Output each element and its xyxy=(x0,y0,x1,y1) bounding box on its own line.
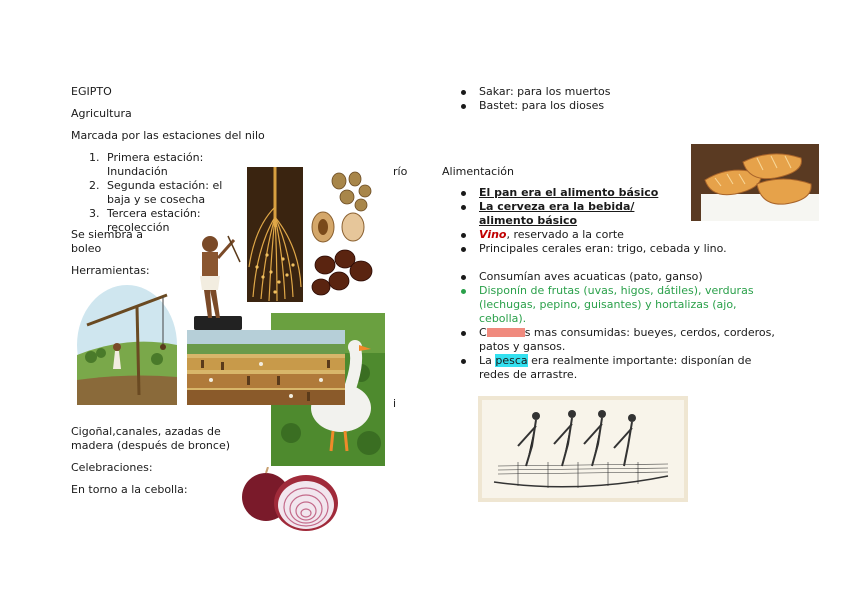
celebrations-heading: Celebraciones: xyxy=(71,461,153,474)
meat-prefix: C xyxy=(479,326,487,339)
red-onion-photo-image xyxy=(240,467,340,535)
season-text-cont: baja y se cosecha xyxy=(107,193,206,206)
wine-text: , reservado a la corte xyxy=(506,228,624,241)
meat-text: s mas consumidas: bueyes, cerdos, corderos, xyxy=(524,326,775,339)
season-text-cont: recolección xyxy=(107,221,170,234)
fish-text-cont: redes de arrastre. xyxy=(479,368,578,381)
food-heading: Alimentación xyxy=(442,165,514,178)
farm-fields-painting-image xyxy=(187,330,345,405)
river-fragment: río xyxy=(393,165,408,178)
food-item-fish xyxy=(443,354,783,382)
season-text: Segunda estación: el xyxy=(107,179,223,192)
season-number: 1. xyxy=(89,151,100,164)
date-palm-bunch-image xyxy=(247,167,303,302)
onion-line: En torno a la cebolla: xyxy=(71,483,188,496)
tools-heading: Herramientas: xyxy=(71,264,150,277)
fruits-text-cont: (lechugas, pepino, guisantes) y hortalizas (ajo, xyxy=(479,298,737,311)
fishing-net-drawing-image xyxy=(478,396,688,502)
meat-text-cont: patos y gansos. xyxy=(479,340,566,353)
food-item-meat xyxy=(443,326,783,354)
egyptian-figurine-image xyxy=(188,232,246,334)
fish-text: era realmente importante: disponían de xyxy=(527,354,752,367)
bread-loaves-photo-image xyxy=(691,144,819,221)
seasons-list xyxy=(71,151,241,235)
tools-line-2: madera (después de bronce) xyxy=(71,439,231,452)
fish-prefix: La xyxy=(479,354,496,367)
date-fruits-image xyxy=(305,167,385,302)
food-item-fruits xyxy=(443,284,783,326)
sow-line-2: boleo xyxy=(71,242,102,255)
season-text: Primera estación: Inundación xyxy=(107,151,204,178)
god-item: Bastet: para los dioses xyxy=(443,99,610,113)
season-item xyxy=(71,179,241,207)
sow-line-1: Se siembra a xyxy=(71,228,143,241)
redacted-mark xyxy=(487,328,525,337)
stray-character: i xyxy=(393,397,397,410)
god-item: Sakar: para los muertos xyxy=(443,85,610,99)
food-item-birds: Consumían aves acuaticas (pato, ganso) xyxy=(443,270,783,284)
fruits-text: Disponín de frutas (uvas, higos, dátiles), verduras xyxy=(479,284,754,297)
gods-list xyxy=(443,85,610,113)
wine-word: Vino xyxy=(479,228,507,241)
doc-title: EGIPTO xyxy=(71,85,112,98)
nile-seasons-line: Marcada por las estaciones del nilo xyxy=(71,129,265,142)
bread-text: El pan era el alimento básico xyxy=(479,186,659,199)
season-text: Tercera estación: xyxy=(107,207,201,220)
season-number: 3. xyxy=(89,207,100,220)
fruits-text-cont: cebolla). xyxy=(479,312,527,325)
tools-line-1: Cigoñal,canales, azadas de xyxy=(71,425,221,438)
food-item-cereals: Principales cerales eran: trigo, cebada y lino. xyxy=(443,242,783,256)
beer-text-cont: alimento básico xyxy=(479,214,578,227)
beer-text: La cerveza era la bebida/ xyxy=(479,200,635,213)
season-item xyxy=(71,151,241,179)
shaduf-illustration-image xyxy=(77,285,177,405)
season-number: 2. xyxy=(89,179,100,192)
fish-highlight: pesca xyxy=(495,354,528,367)
section-agriculture: Agricultura xyxy=(71,107,132,120)
food-item-wine xyxy=(443,228,783,242)
